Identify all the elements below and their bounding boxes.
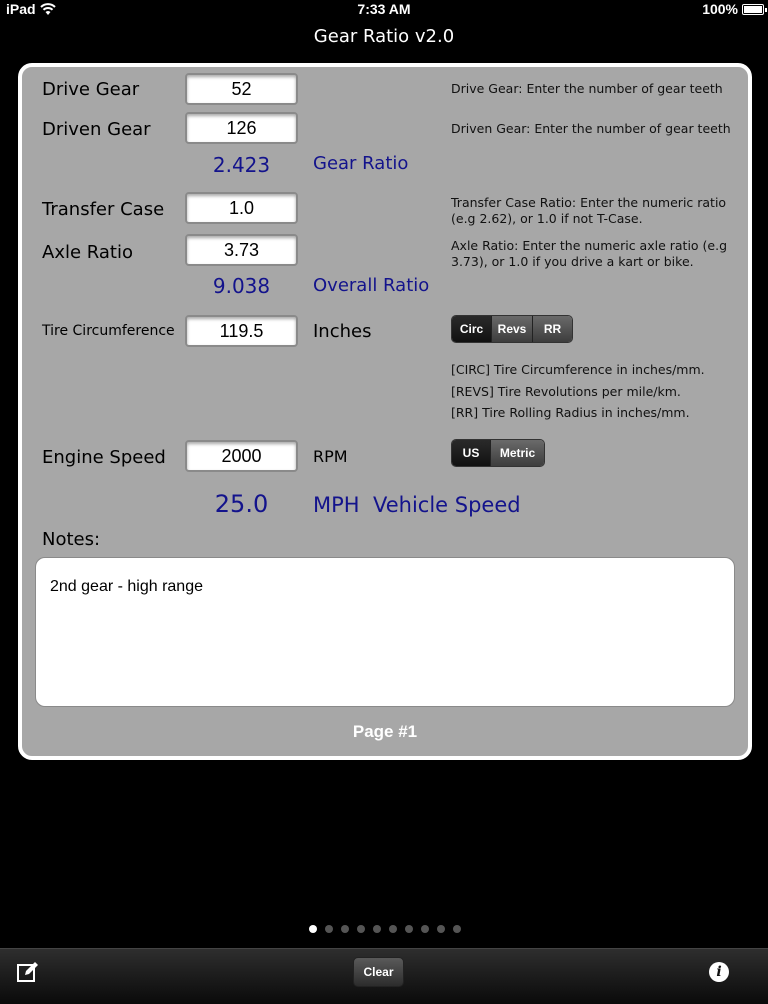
battery-percent: 100% [702,1,738,17]
page-dot[interactable] [357,925,365,933]
page-control[interactable] [309,925,461,933]
segment-revs[interactable]: Revs [492,316,533,342]
axle-ratio-label: Axle Ratio [42,242,133,263]
carrier-label: iPad [6,1,36,17]
app-title: Gear Ratio v2.0 [313,26,455,47]
transfer-case-label: Transfer Case [42,199,165,220]
clock: 7:33 AM [357,1,411,17]
rpm-unit-label: RPM [313,447,348,466]
drive-gear-input[interactable]: 52 [185,73,298,105]
segment-metric[interactable]: Metric [491,440,544,466]
page-dot[interactable] [309,925,317,933]
overall-ratio-label: Overall Ratio [313,275,430,296]
driven-gear-label: Driven Gear [42,119,151,140]
notes-textarea[interactable]: 2nd gear - high range [35,557,735,707]
page-dot[interactable] [421,925,429,933]
axle-ratio-help-1: Axle Ratio: Enter the numeric axle ratio (e.g [451,238,728,253]
page-dot[interactable] [373,925,381,933]
page-dot[interactable] [405,925,413,933]
segment-us[interactable]: US [452,440,491,466]
battery-icon [742,4,764,15]
gear-ratio-value: 2.423 [212,153,271,177]
tire-circumference-label: Tire Circumference [42,323,175,339]
engine-speed-input[interactable]: 2000 [185,440,298,472]
tire-help-rr: [RR] Tire Rolling Radius in inches/mm. [451,405,690,420]
vehicle-speed-label: Vehicle Speed [373,493,521,517]
drive-gear-label: Drive Gear [42,79,140,100]
transfer-case-help-2: (e.g 2.62), or 1.0 if not T-Case. [451,211,643,226]
overall-ratio-value: 9.038 [212,274,271,298]
transfer-case-help-1: Transfer Case Ratio: Enter the numeric ratio [451,195,727,210]
page-dot[interactable] [325,925,333,933]
clear-button[interactable]: Clear [353,957,404,987]
page-dot[interactable] [453,925,461,933]
notes-label: Notes: [42,529,101,550]
engine-speed-label: Engine Speed [42,447,166,468]
vehicle-speed-value: 25.0 [214,490,269,518]
tire-help-revs: [REVS] Tire Revolutions per mile/km. [451,384,681,399]
tire-help-circ: [CIRC] Tire Circumference in inches/mm. [451,362,705,377]
page-dot[interactable] [389,925,397,933]
bottom-toolbar [0,948,768,1004]
gear-ratio-label: Gear Ratio [313,153,409,174]
main-panel [18,63,752,760]
axle-ratio-input[interactable]: 3.73 [185,234,298,266]
units-segmented-control [451,439,545,467]
tire-circumference-input[interactable]: 119.5 [185,315,298,347]
tire-mode-segmented-control [451,315,573,343]
drive-gear-help: Drive Gear: Enter the number of gear teeth [451,81,723,96]
transfer-case-input[interactable]: 1.0 [185,192,298,224]
segment-circ[interactable]: Circ [452,316,492,342]
vehicle-speed-unit: MPH [313,493,360,517]
status-bar [0,0,768,20]
info-icon[interactable]: i [709,962,729,982]
page-dot[interactable] [437,925,445,933]
tire-unit-label: Inches [313,321,372,342]
page-dot[interactable] [341,925,349,933]
axle-ratio-help-2: 3.73), or 1.0 if you drive a kart or bike. [451,254,694,269]
driven-gear-input[interactable]: 126 [185,112,298,144]
driven-gear-help: Driven Gear: Enter the number of gear teeth [451,121,731,136]
page-number: Page #1 [352,722,418,741]
compose-icon[interactable] [16,960,40,984]
segment-rr[interactable]: RR [533,316,572,342]
